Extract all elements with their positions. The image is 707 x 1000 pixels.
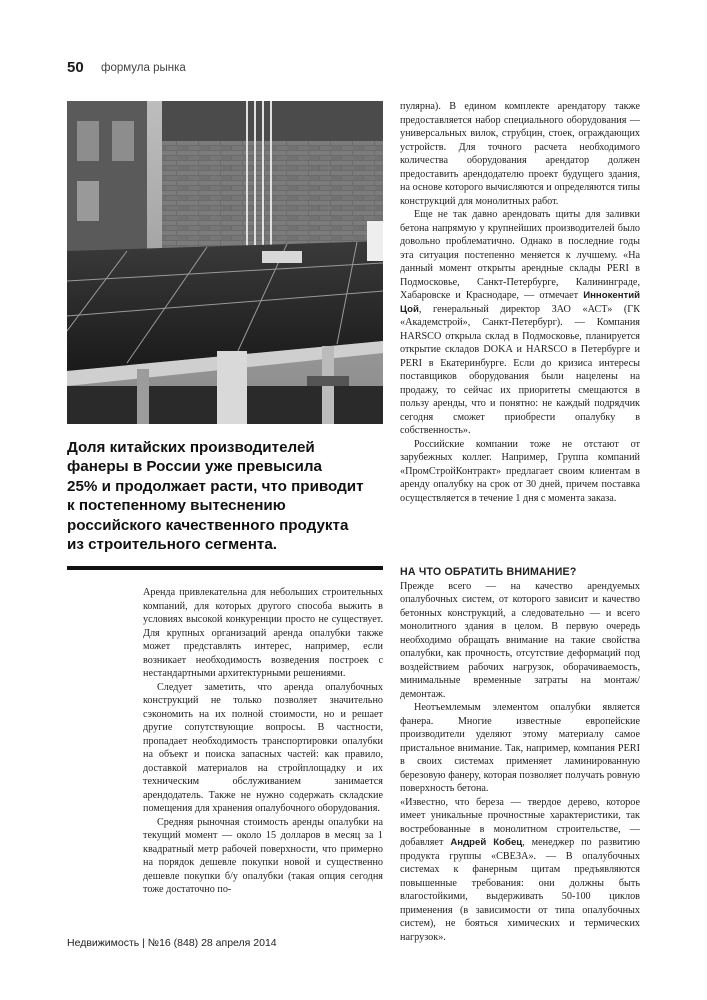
pullquote [67,438,367,554]
text: , генеральный директор ЗАО «АСТ» (ГК «Академстрой», Санкт-Петербург). — Компания HARSCO открыла склад в Подмосковье, планируется открытие складов DOKA и HARSCO в Петербурге и PERI в Екатеринбурге. Если до кризиса интересы поставщиков оборудования были нацелены на продажу, то сейчас их приоритеты смещаются в пользу аренды, что и понятно: не каждый подрядчик сегодня сможет приобрести опалубку в собственность». [400,303,640,436]
pullquote-line: российского качественного продукта [67,516,349,534]
footer: Недвижимость | №16 (848) 28 апреля 2014 [67,937,277,949]
pullquote-line: из строительного сегмента. [67,536,277,554]
paragraph: Аренда привлекательна для небольших строительных компаний, для которых другого способа выжить в условиях высокой конкуренции просто не существует. Для крупных организаций аренда опалубки также может представлять интерес, например, если возникает необходимость возведения построек с нестандартными архитектурными решениями. [143,587,383,679]
pullquote-line: Доля китайских производителей [67,439,315,456]
subheading: НА ЧТО ОБРАТИТЬ ВНИМАНИЕ? [400,566,577,578]
text: Еще не так давно арендовать щиты для заливки бетона напрямую у крупнейших производителей было довольно проблематично. Однако в последние годы эта ситуация постепенно меняется к лучшему. «На данный момент открыты арендные склады PERI в Подмосковье, Санкт-Петербурге, Калининграде, Хабаровске и Краснодаре, — отмечает [400,209,640,301]
body-column-right-lower [400,566,640,944]
body-column-left [143,586,383,897]
pullquote-line: к постепенному вытеснению [67,497,286,515]
formwork-photo [67,101,383,424]
person-name: Иннокентий Цой [400,290,640,315]
pullquote-line: 25% и продолжает расти, что приводит [67,477,364,495]
page-number: 50 [67,59,84,76]
paragraph: пулярна). В едином комплекте арендатору также предоставляется набор специального оборудования — универсальных вилок, струбцин, стоек, ограждающих устройств. Для точного расчета необходимого количества оборудования арендатор должен предоставить арендодателю проект будущего здания, на основе которого вычисляются и определяются типы конструкций для монолитных работ. [400,101,640,207]
pullquote-line: фанеры в России уже превысила [67,458,322,476]
divider-rule [67,566,383,570]
paragraph [400,796,640,945]
section-title: формула рынка [101,62,186,74]
paragraph: Неотъемлемым элементом опалубки является фанера. Многие известные европейские производители уделяют этому материалу самое пристальное внимание. Так, например, компания PERI в своих системах применяет ламинированную березовую фанеру, которая позволяет получать ровную поверхность бетона. [400,702,640,794]
text: , менеджер по развитию продукта группы «СВЕЗА». — В опалубочных системах к фанерным щитам предъявляются повышенные требования: они должны быть влагостойкими, выдерживать 50-100 циклов применения (в зависимости от типа опалубочных систем), не бояться химических и термических нагрузок». [400,837,641,943]
body-column-right [400,100,640,505]
paragraph: Российские компании тоже не отстают от зарубежных коллег. Например, Группа компаний «ПромСтройКонтракт» предлагает своим клиентам в аренду опалубку на срок от 30 дней, причем поставка осуществляется в течение 1 дня с момента заказа. [400,438,640,504]
paragraph [400,208,640,438]
text: «Известно, что береза — твердое дерево, которое имеет уникальные прочностные характеристики, так востребованные в монолитном строительстве, — добавляет [400,796,640,848]
paragraph: Следует заметить, что аренда опалубочных конструкций не только позволяет значительно сэкономить на их полной стоимости, но и решает другие сопутствующие вопросы. В частности, пропадает необходимость транспортировки опалубки на объект и поиска запасных частей: как правило, доставкой материалов на стройплощадку и их техническим обслуживанием занимается арендодатель. Также не нужно содержать складские помещения для хранения опалубочного оборудования. [143,681,383,814]
paragraph: Прежде всего — на качество арендуемых опалубочных систем, от которого зависит и качество бетонных конструкций, а следовательно — и всего монолитного здания в целом. В первую очередь необходимо обращать внимание на такие свойства опалубки, как прочность, отсутствие деформаций под воздействием рабочих нагрузок, оборачиваемость, минимальные временные затраты на монтаж/демонтаж. [400,580,640,700]
paragraph: Средняя рыночная стоимость аренды опалубки на текущий момент — около 15 долларов в месяц за 1 квадратный метр рабочей поверхности, что примерно на порядок дешевле покупки новой и существенно дешевле покупки б/у опалубки (такая опция сегодня тоже достаточно по- [143,816,383,895]
person-name: Андрей Кобец [450,837,523,848]
